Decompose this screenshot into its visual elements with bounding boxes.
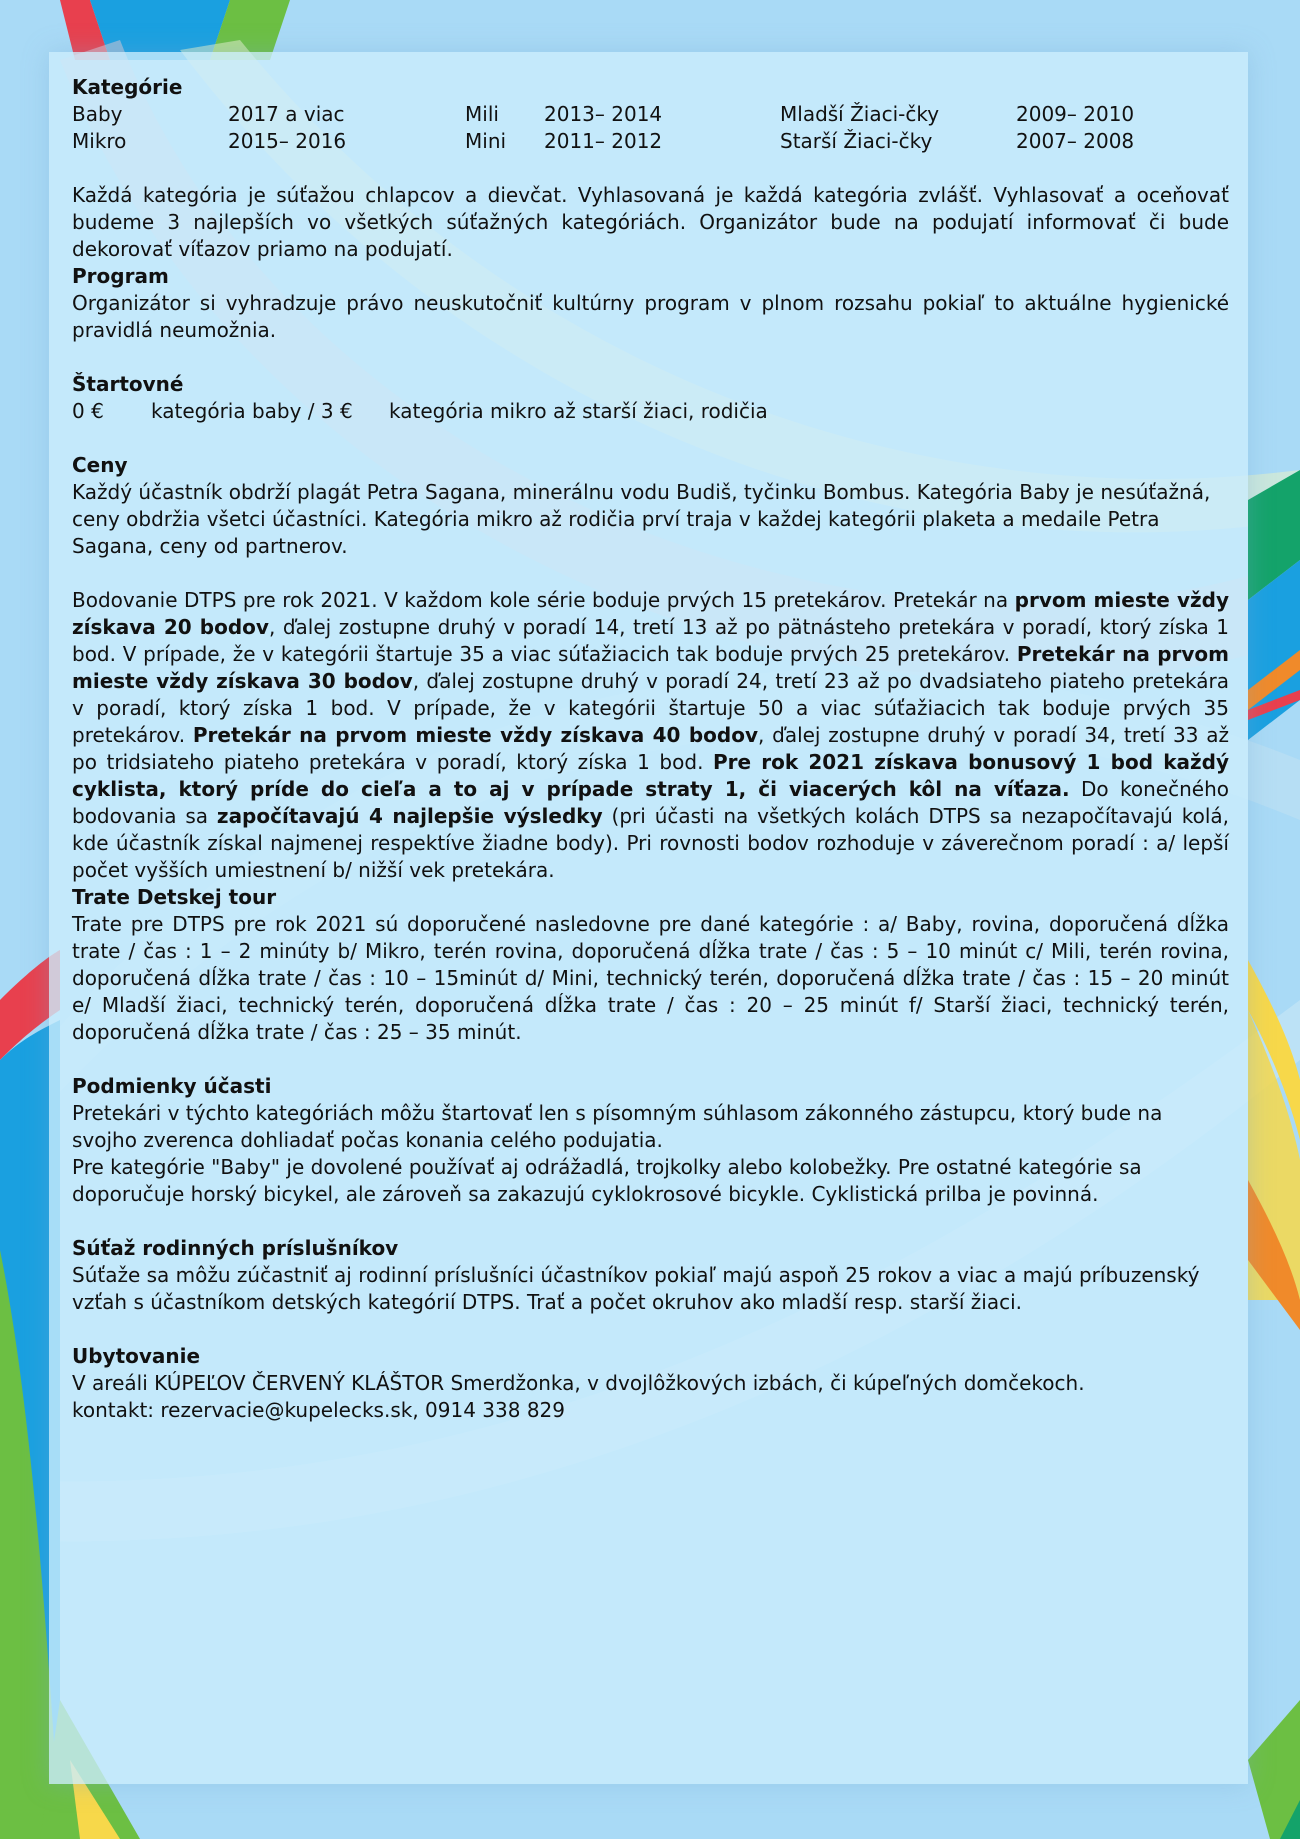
program-heading: Program [72, 264, 169, 288]
table-cell: 2017 a viac [228, 102, 345, 126]
table-cell: Starší Žiaci-čky [780, 129, 933, 153]
table-cell: Mikro [72, 129, 127, 153]
ceny-text: Každý účastník obdrží plagát Petra Sagana, minerálnu vodu Budiš, tyčinku Bombus. Kategória Baby je nesúťažná, ceny obdržia všetci účastníci. Kategória mikro až rodičia prví traja v každej kategórii plaketa a medaile Petra Sagana, ceny od partnerov. [72, 480, 1211, 558]
table-cell: 2013– 2014 [544, 102, 663, 126]
section-program [72, 263, 1229, 344]
table-cell: Mili [465, 102, 499, 126]
startovne-heading: Štartovné [72, 372, 184, 396]
section-trate [72, 884, 1229, 1046]
scoring-bold: započítavajú 4 najlepšie výsledky [216, 804, 603, 828]
categories-table [72, 101, 1216, 155]
section-sutaz [72, 1235, 1229, 1316]
ubytovanie-text: V areáli KÚPEĽOV ČERVENÝ KLÁŠTOR Smerdžonka, v dvojlôžkových izbách, či kúpeľných domčekoch. [72, 1371, 1085, 1395]
fee-line [72, 398, 1229, 425]
section-ubytovanie [72, 1343, 1229, 1424]
document-content [72, 74, 1229, 1451]
scoring-text: , ďalej zostupne druhý v poradí 14, tretí 13 až po pätnásteho pretekára v poradí, ktorý získa 1 bod. V prípade, že v kategórii štartuje 35 a viac súťažiacich tak boduje prvých 25 pretekárov. [72, 615, 1229, 666]
ceny-heading: Ceny [72, 453, 128, 477]
fee-label: kategória mikro až starší žiaci, rodičia [389, 399, 768, 423]
scoring-text: (pri účasti na všetkých kolách DTPS sa nezapočítavajú kolá, kde účastník získal najmenej respektíve žiadne body). Pri rovnosti bodov rozhoduje v záverečnom poradí : a/ lepší počet vyšších umiestnení b/ nižší vek pretekára. [72, 804, 1229, 882]
section-ceny [72, 452, 1229, 560]
scoring-bold: Pretekár na prvom mieste vždy získava 30 bodov [72, 642, 1229, 693]
scoring-text: Do konečného bodovania sa [72, 777, 1229, 828]
section-startovne [72, 371, 1229, 425]
table-cell: 2011– 2012 [544, 129, 663, 153]
table-cell: Mini [465, 129, 507, 153]
scoring-bold: Pretekár na prvom mieste vždy získava 40 bodov [192, 723, 758, 747]
table-row [72, 128, 1216, 155]
kategorie-heading: Kategórie [72, 75, 183, 99]
section-kategorie [72, 74, 1229, 155]
scoring-text: Bodovanie DTPS pre rok 2021. V každom kole série boduje prvých 15 pretekárov. Pretekár na [72, 588, 1015, 612]
trate-heading: Trate Detskej tour [72, 885, 277, 909]
scoring-paragraph [72, 587, 1229, 884]
trate-text: Trate pre DTPS pre rok 2021 sú doporučené nasledovne pre dané kategórie : a/ Baby, rovina, doporučená dĺžka trate / čas : 1 – 2 minúty b/ Mikro, terén rovina, doporučená dĺžka trate / čas : 5 – 10 minút c/ Mili, terén rovina, doporučená dĺžka trate / čas : 10 – 15minút d/ Mini, technický terén, doporučená dĺžka trate / čas : 15 – 20 minút e/ Mladší žiaci, technický terén, doporučená dĺžka trate / čas : 20 – 25 minút f/ Starší žiaci, technický terén, doporučená dĺžka trate / čas : 25 – 35 minút. [72, 912, 1229, 1044]
sutaz-text: Súťaže sa môžu zúčastniť aj rodinní príslušníci účastníkov pokiaľ majú aspoň 25 rokov a viac a majú príbuzenský vzťah s účastníkom detských kategórií DTPS. Trať a počet okruhov ako mladší resp. starší žiaci. [72, 1263, 1200, 1314]
scoring-text: , ďalej zostupne druhý v poradí 24, tretí 23 až po dvadsiateho piateho pretekára v poradí, ktorý získa 1 bod. V prípade, že v kategórii štartuje 50 a viac súťažiacich tak boduje prvých 35 pretekárov. [72, 669, 1229, 747]
ubytovanie-heading: Ubytovanie [72, 1344, 201, 1368]
table-cell: 2007– 2008 [1016, 129, 1135, 153]
scoring-text: , ďalej zostupne druhý v poradí 34, tretí 33 až po tridsiateho piateho pretekára v poradí, ktorý získa 1 bod. [72, 723, 1229, 774]
podmienky-text: Pretekári v týchto kategóriách môžu štartovať len s písomným súhlasom zákonného zástupcu, ktorý bude na svojho zverenca dohliadať počas konania celého podujatia. [72, 1101, 1163, 1152]
table-cell: 2009– 2010 [1016, 102, 1135, 126]
sutaz-heading: Súťaž rodinných príslušníkov [72, 1236, 399, 1260]
table-row [72, 101, 1216, 128]
podmienky-text: Pre kategórie "Baby" je dovolené používať aj odrážadlá, trojkolky alebo kolobežky. Pre ostatné kategórie sa doporučuje horský bicykel, ale zároveň sa zakazujú cyklokrosové bicykle. Cyklistická prilba je povinná. [72, 1155, 1142, 1206]
table-cell: Baby [72, 102, 123, 126]
table-cell: Mladší Žiaci-čky [780, 102, 940, 126]
section-podmienky [72, 1073, 1229, 1208]
scoring-bold: Pre rok 2021 získava bonusový 1 bod každý cyklista, ktorý príde do cieľa a to aj v prípade straty 1, či viacerých kôl na víťaza. [72, 750, 1229, 801]
fee-value: 0 € [72, 399, 104, 423]
podmienky-heading: Podmienky účasti [72, 1074, 272, 1098]
scoring-bold: prvom mieste vždy získava 20 bodov [72, 588, 1229, 639]
fee-label: kategória baby / 3 € [151, 399, 353, 423]
table-cell: 2015– 2016 [228, 129, 347, 153]
contact-text: kontakt: rezervacie@kupelecks.sk, 0914 338 829 [72, 1398, 565, 1422]
kategorie-text: Každá kategória je súťažou chlapcov a dievčat. Vyhlasovaná je každá kategória zvlášť. Vyhlasovať a oceňovať budeme 3 najlepších vo všetkých súťažných kategóriách. Organizátor bude na podujatí informovať či bude dekorovať víťazov priamo na podujatí. [72, 183, 1229, 261]
program-text: Organizátor si vyhradzuje právo neuskutočniť kultúrny program v plnom rozsahu pokiaľ to aktuálne hygienické pravidlá neumožnia. [72, 291, 1229, 342]
